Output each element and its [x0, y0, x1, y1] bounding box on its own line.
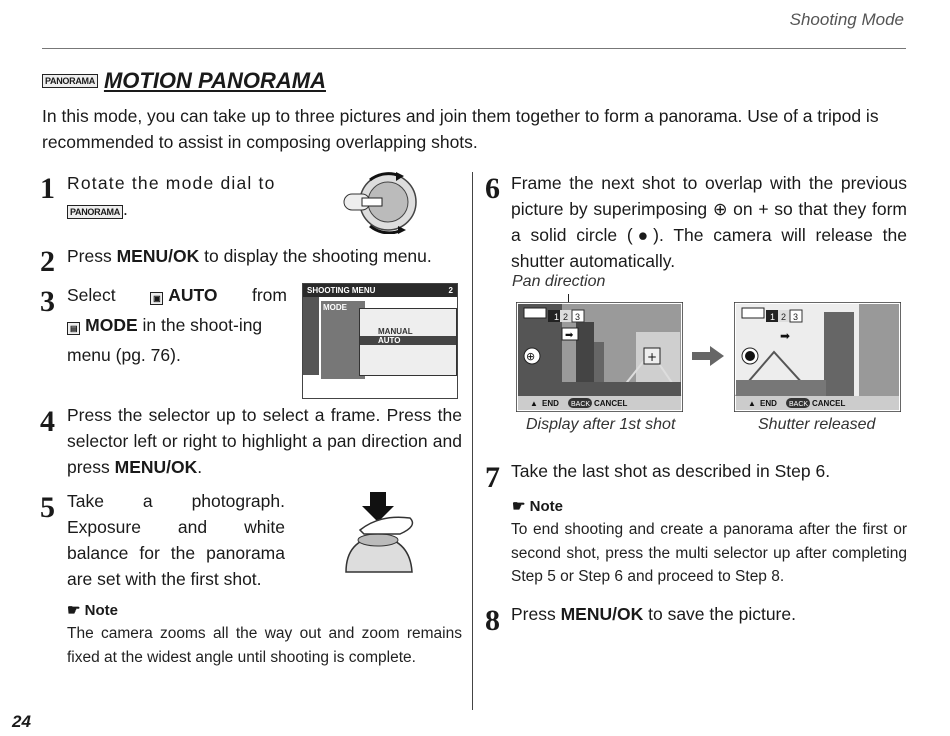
menu-ok-label: MENU/OK [114, 457, 198, 477]
frame-1: 1 [770, 312, 776, 322]
note-label: Note [529, 498, 563, 515]
step-number: 3 [40, 285, 55, 318]
step-3-post: in the shoot-ing menu (pg. 76). [67, 315, 263, 365]
note-2-text: To end shooting and create a panorama after the first or second shot, press the multi selector up after completing Step 5 or Step 6 and proceed to Step 8. [511, 521, 907, 585]
step-8-text [511, 601, 907, 627]
frame-3: 3 [793, 312, 799, 322]
panorama-mode-icon: PANORAMA [42, 74, 98, 88]
menu-page: 2 [448, 286, 453, 295]
step-6-text: Frame the next shot to overlap with the previous picture by superimposing ⊕ on + so that they form a solid circle (●). The camera will release the shutter automatically. [511, 173, 907, 271]
end-label: END [760, 399, 777, 408]
cancel-label: CANCEL [594, 399, 628, 408]
step-7-text: Take the last shot as described in Step 6. [511, 461, 831, 481]
step-number: 6 [485, 172, 500, 205]
auto-label: AUTO [168, 285, 218, 305]
step-1-text: Rotate the mode dial to PANORAMA . [67, 173, 276, 219]
running-header: Shooting Mode [789, 10, 904, 29]
step-5-text: Take a photograph. Exposure and white balance for the panorama are set with the first shot. [67, 491, 285, 589]
svg-text:+: + [647, 350, 658, 364]
shooting-menu-screen [302, 283, 458, 399]
step-3-mid: from [251, 285, 287, 305]
intro-paragraph: In this mode, you can take up to three pictures and join them together to form a panorama. Use of a tripod is recommended to assist in composing overlapping shots. [42, 106, 879, 152]
lcd-after-first-shot [516, 302, 683, 412]
note-1-text: The camera zooms all the way out and zoom remains fixed at the widest angle until shooting is complete. [67, 625, 462, 666]
note-1-heading [67, 601, 118, 619]
step-8-pre: Press [511, 604, 561, 624]
svg-text:➡: ➡ [780, 329, 791, 343]
step-1-body: Rotate the mode dial to [67, 173, 276, 193]
end-label: END [542, 399, 559, 408]
step-4-pre: Press the selector up to select a frame. Press the selector left or right to highlight a pan direction and press [67, 405, 462, 477]
step-number: 5 [40, 491, 55, 524]
step-2-text [67, 243, 467, 269]
page-number: 24 [12, 712, 31, 731]
svg-text:▲: ▲ [748, 399, 756, 408]
option-manual: MANUAL [378, 327, 413, 336]
frame-2: 2 [563, 312, 569, 322]
option-auto: AUTO [360, 336, 456, 345]
svg-text:▲: ▲ [530, 399, 538, 408]
arrow-right-icon [692, 346, 726, 366]
shutter-press-illustration [340, 490, 420, 574]
column-divider [472, 172, 473, 710]
step-number: 8 [485, 604, 500, 637]
back-label: BACK [571, 401, 591, 408]
frame-3: 3 [575, 312, 581, 322]
frame-1: 1 [554, 312, 560, 322]
lcd-shutter-released [734, 302, 901, 412]
mode-menu-icon: ▤ [67, 322, 80, 335]
menu-title: SHOOTING MENU [307, 286, 376, 295]
step-number: 4 [40, 405, 55, 438]
section-heading: MOTION PANORAMA [103, 68, 326, 93]
step-3-text [67, 282, 287, 368]
step-8-post: to save the picture. [643, 604, 796, 624]
frame-2: 2 [781, 312, 787, 322]
note-hand-icon: ☛ [512, 498, 526, 515]
menu-ok-label: MENU/OK [560, 604, 644, 624]
caption-after-first-shot: Display after 1st shot [526, 416, 676, 433]
back-label: BACK [789, 401, 809, 408]
mode-label: MODE [85, 315, 138, 335]
header-rule [42, 48, 906, 49]
panorama-mode-icon: PANORAMA [67, 205, 123, 219]
note-label: Note [84, 602, 118, 619]
step-4-text [67, 402, 462, 480]
step-4-post: . [197, 457, 203, 477]
section-title [42, 68, 326, 94]
step-number: 7 [485, 461, 500, 494]
mode-submenu [359, 308, 457, 376]
step-number: 2 [40, 245, 55, 278]
note-hand-icon: ☛ [67, 602, 81, 619]
note-2-heading [512, 497, 563, 515]
auto-panorama-icon: ▣ [150, 292, 163, 305]
step-2-pre: Press [67, 246, 117, 266]
menu-ok-label: MENU/OK [116, 246, 200, 266]
menu-sidebar [303, 297, 319, 375]
step-3-pre: Select [67, 285, 116, 305]
step-2-post: to display the shooting menu. [199, 246, 432, 266]
svg-text:➡: ➡ [565, 330, 574, 341]
menu-row-mode: MODE [321, 301, 365, 379]
pan-direction-label: Pan direction [512, 273, 606, 290]
caption-shutter-released: Shutter released [758, 416, 876, 433]
step-number: 1 [40, 172, 55, 205]
svg-text:⊕: ⊕ [526, 350, 536, 363]
mode-dial-illustration [340, 170, 418, 234]
menu-title-bar [303, 284, 457, 297]
cancel-label: CANCEL [812, 399, 846, 408]
